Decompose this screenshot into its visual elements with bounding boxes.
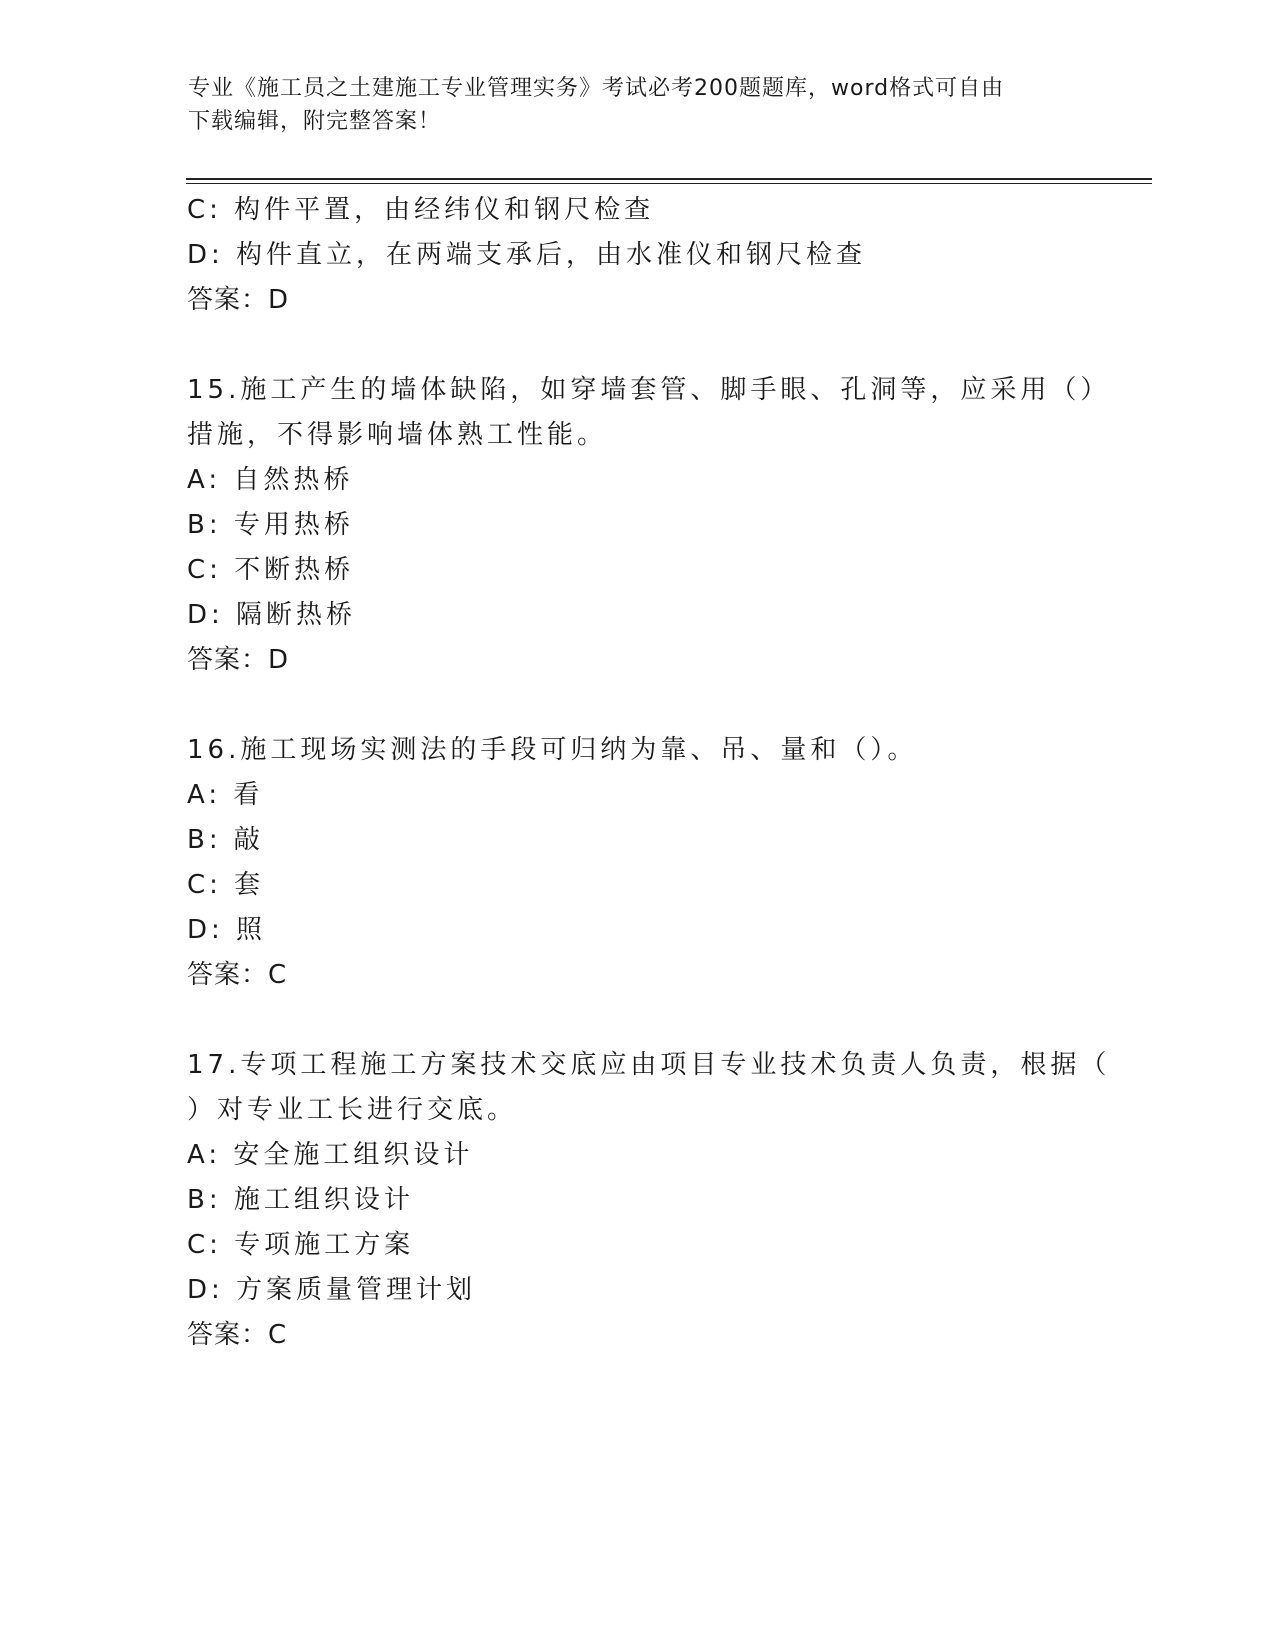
- q15-stem-line-2: 措施，不得影响墙体熟工性能。: [187, 420, 608, 450]
- q17-stem-line-2: ）对专业工长进行交底。: [187, 1095, 518, 1125]
- q17-answer: 答案：C: [187, 1320, 288, 1350]
- q17-stem-line-1: 17.专项工程施工方案技术交底应由项目专业技术负责人负责，根据（: [187, 1050, 1111, 1080]
- header-divider-thick: [186, 178, 1152, 180]
- q15-stem-line-1: 15.施工产生的墙体缺陷，如穿墙套管、脚手眼、孔洞等，应采用（）: [187, 375, 1111, 405]
- q16-option-c: C: 套: [187, 870, 265, 900]
- q14-option-d: D: 构件直立，在两端支承后，由水准仪和钢尺检查: [187, 240, 867, 270]
- q15-option-a: A: 自然热桥: [187, 465, 354, 495]
- q16-answer: 答案：C: [187, 960, 288, 990]
- q15-option-c: C: 不断热桥: [187, 555, 355, 585]
- q14-answer: 答案：D: [187, 285, 290, 315]
- q14-option-c: C: 构件平置，由经纬仪和钢尺检查: [187, 195, 655, 225]
- q17-option-c: C: 专项施工方案: [187, 1230, 415, 1260]
- q16-option-b: B: 敲: [187, 825, 264, 855]
- header-line-2: 下载编辑，附完整答案！: [188, 109, 442, 134]
- q16-stem-line-1: 16.施工现场实测法的手段可归纳为靠、吊、量和（）。: [187, 735, 918, 765]
- header-line-1: 专业《施工员之土建施工专业管理实务》考试必考200题题库，word格式可自由: [188, 76, 1005, 101]
- q15-option-b: B: 专用热桥: [187, 510, 354, 540]
- q15-option-d: D: 隔断热桥: [187, 600, 357, 630]
- q17-option-b: B: 施工组织设计: [187, 1185, 414, 1215]
- q16-option-a: A: 看: [187, 780, 264, 810]
- q17-option-d: D: 方案质量管理计划: [187, 1275, 477, 1305]
- document-header: [188, 72, 1088, 138]
- q15-answer: 答案：D: [187, 645, 290, 675]
- header-divider-thin: [186, 183, 1152, 184]
- q17-option-a: A: 安全施工组织设计: [187, 1140, 474, 1170]
- q16-option-d: D: 照: [187, 915, 267, 945]
